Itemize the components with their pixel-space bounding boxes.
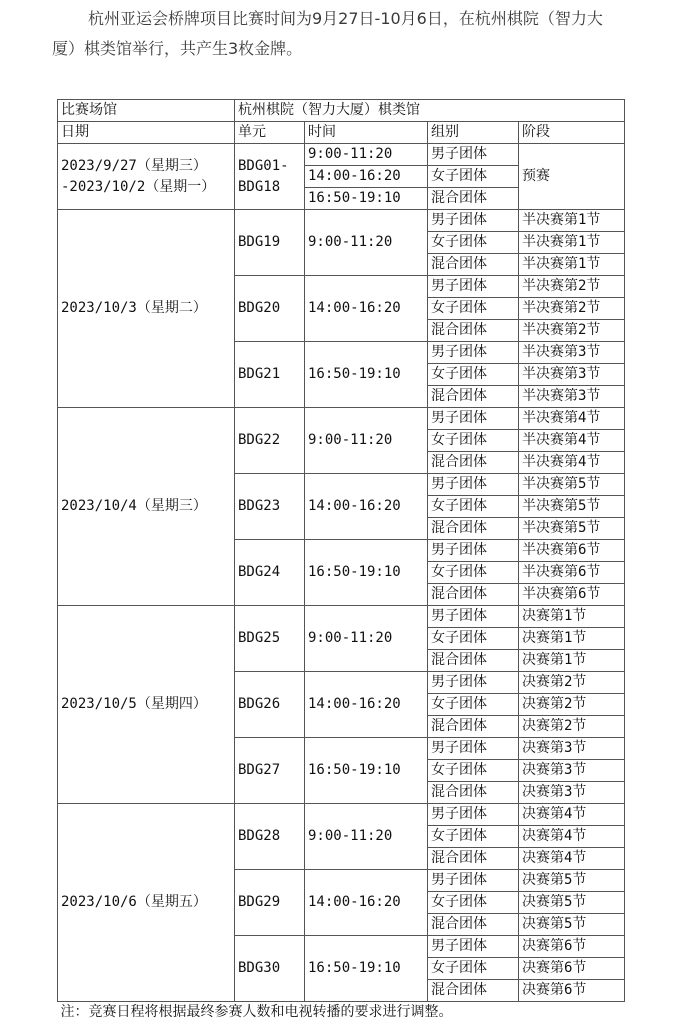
prelim-stage: 预赛: [519, 144, 625, 210]
stage-cell: 决赛第2节: [519, 672, 625, 694]
prelim-group: 混合团体: [428, 188, 519, 210]
header-stage: 阶段: [519, 122, 625, 144]
header-row: [58, 122, 625, 144]
unit-cell: BDG23: [235, 474, 305, 540]
intro-line-1: 杭州亚运会桥牌项目比赛时间为9月27日-10月6日，在杭州棋院（智力大: [88, 9, 603, 28]
prelim-date-line-1: 2023/9/27（星期三）: [61, 157, 207, 174]
group-cell: 女子团体: [428, 562, 519, 584]
unit-cell: BDG29: [235, 870, 305, 936]
stage-cell: 决赛第1节: [519, 628, 625, 650]
header-unit: 单元: [235, 122, 305, 144]
group-cell: 混合团体: [428, 452, 519, 474]
stage-cell: 半决赛第5节: [519, 474, 625, 496]
schedule-table: [57, 99, 625, 1023]
note-row: [58, 1002, 625, 1024]
time-cell: 14:00-16:20: [305, 474, 428, 540]
group-cell: 混合团体: [428, 848, 519, 870]
stage-cell: 半决赛第6节: [519, 584, 625, 606]
stage-cell: 决赛第3节: [519, 782, 625, 804]
group-cell: 女子团体: [428, 430, 519, 452]
time-cell: 14:00-16:20: [305, 870, 428, 936]
group-cell: 女子团体: [428, 232, 519, 254]
prelim-time: 9:00-11:20: [305, 144, 428, 166]
unit-cell: BDG30: [235, 936, 305, 1002]
time-cell: 9:00-11:20: [305, 210, 428, 276]
stage-cell: 决赛第4节: [519, 826, 625, 848]
unit-cell: BDG24: [235, 540, 305, 606]
date-cell: 2023/10/6（星期五）: [58, 804, 235, 1002]
time-cell: 16:50-19:10: [305, 936, 428, 1002]
unit-cell: BDG22: [235, 408, 305, 474]
venue-value: 杭州棋院（智力大厦）棋类馆: [235, 100, 625, 122]
group-cell: 混合团体: [428, 386, 519, 408]
prelim-date-cell: [58, 144, 235, 210]
group-cell: 混合团体: [428, 650, 519, 672]
unit-cell: BDG21: [235, 342, 305, 408]
prelim-time: 16:50-19:10: [305, 188, 428, 210]
group-cell: 男子团体: [428, 738, 519, 760]
unit-cell: BDG28: [235, 804, 305, 870]
prelim-unit-line-1: BDG01-: [238, 157, 289, 174]
stage-cell: 半决赛第1节: [519, 232, 625, 254]
group-cell: 男子团体: [428, 408, 519, 430]
venue-row: [58, 100, 625, 122]
stage-cell: 决赛第6节: [519, 936, 625, 958]
group-cell: 男子团体: [428, 540, 519, 562]
group-cell: 女子团体: [428, 892, 519, 914]
group-cell: 男子团体: [428, 936, 519, 958]
intro-line-2: 厦）棋类馆举行，共产生3枚金牌。: [52, 39, 303, 58]
time-cell: 16:50-19:10: [305, 540, 428, 606]
group-cell: 男子团体: [428, 672, 519, 694]
group-cell: 混合团体: [428, 320, 519, 342]
group-cell: 女子团体: [428, 364, 519, 386]
stage-cell: 半决赛第2节: [519, 298, 625, 320]
group-cell: 女子团体: [428, 298, 519, 320]
time-cell: 9:00-11:20: [305, 606, 428, 672]
schedule-note: 注：竞赛日程将根据最终参赛人数和电视转播的要求进行调整。: [58, 1002, 625, 1024]
stage-cell: 半决赛第1节: [519, 254, 625, 276]
stage-cell: 半决赛第5节: [519, 496, 625, 518]
group-cell: 女子团体: [428, 496, 519, 518]
group-cell: 男子团体: [428, 804, 519, 826]
date-cell: 2023/10/3（星期二）: [58, 210, 235, 408]
unit-cell: BDG20: [235, 276, 305, 342]
table-row: [58, 606, 625, 628]
unit-cell: BDG27: [235, 738, 305, 804]
venue-label: 比赛场馆: [58, 100, 235, 122]
group-cell: 男子团体: [428, 342, 519, 364]
stage-cell: 决赛第2节: [519, 694, 625, 716]
stage-cell: 决赛第3节: [519, 760, 625, 782]
group-cell: 混合团体: [428, 980, 519, 1002]
group-cell: 混合团体: [428, 914, 519, 936]
stage-cell: 半决赛第2节: [519, 276, 625, 298]
prelim-unit-cell: [235, 144, 305, 210]
group-cell: 女子团体: [428, 760, 519, 782]
stage-cell: 决赛第2节: [519, 716, 625, 738]
header-date: 日期: [58, 122, 235, 144]
stage-cell: 决赛第6节: [519, 980, 625, 1002]
group-cell: 混合团体: [428, 254, 519, 276]
stage-cell: 决赛第1节: [519, 606, 625, 628]
unit-cell: BDG26: [235, 672, 305, 738]
stage-cell: 半决赛第4节: [519, 452, 625, 474]
stage-cell: 半决赛第3节: [519, 342, 625, 364]
date-cell: 2023/10/4（星期三）: [58, 408, 235, 606]
prelim-group: 女子团体: [428, 166, 519, 188]
date-cell: 2023/10/5（星期四）: [58, 606, 235, 804]
group-cell: 混合团体: [428, 716, 519, 738]
stage-cell: 决赛第4节: [519, 804, 625, 826]
stage-cell: 决赛第3节: [519, 738, 625, 760]
stage-cell: 决赛第1节: [519, 650, 625, 672]
group-cell: 男子团体: [428, 474, 519, 496]
group-cell: 女子团体: [428, 628, 519, 650]
time-cell: 14:00-16:20: [305, 672, 428, 738]
stage-cell: 半决赛第6节: [519, 562, 625, 584]
stage-cell: 决赛第5节: [519, 870, 625, 892]
stage-cell: 决赛第6节: [519, 958, 625, 980]
stage-cell: 半决赛第3节: [519, 386, 625, 408]
group-cell: 男子团体: [428, 870, 519, 892]
time-cell: 16:50-19:10: [305, 738, 428, 804]
stage-cell: 半决赛第4节: [519, 408, 625, 430]
group-cell: 女子团体: [428, 958, 519, 980]
stage-cell: 半决赛第2节: [519, 320, 625, 342]
group-cell: 男子团体: [428, 606, 519, 628]
time-cell: 14:00-16:20: [305, 276, 428, 342]
group-cell: 男子团体: [428, 210, 519, 232]
time-cell: 16:50-19:10: [305, 342, 428, 408]
prelim-date-line-2: -2023/10/2（星期一）: [61, 178, 216, 195]
table-row: [58, 408, 625, 430]
stage-cell: 半决赛第3节: [519, 364, 625, 386]
table-row: [58, 210, 625, 232]
table-row: [58, 144, 625, 166]
stage-cell: 半决赛第1节: [519, 210, 625, 232]
prelim-group: 男子团体: [428, 144, 519, 166]
time-cell: 9:00-11:20: [305, 804, 428, 870]
time-cell: 9:00-11:20: [305, 408, 428, 474]
prelim-time: 14:00-16:20: [305, 166, 428, 188]
intro-paragraph: [52, 4, 681, 64]
group-cell: 女子团体: [428, 694, 519, 716]
stage-cell: 半决赛第5节: [519, 518, 625, 540]
stage-cell: 决赛第5节: [519, 914, 625, 936]
stage-cell: 决赛第4节: [519, 848, 625, 870]
stage-cell: 决赛第5节: [519, 892, 625, 914]
prelim-unit-line-2: BDG18: [238, 178, 281, 195]
group-cell: 混合团体: [428, 782, 519, 804]
stage-cell: 半决赛第6节: [519, 540, 625, 562]
group-cell: 男子团体: [428, 276, 519, 298]
stage-cell: 半决赛第4节: [519, 430, 625, 452]
header-time: 时间: [305, 122, 428, 144]
unit-cell: BDG19: [235, 210, 305, 276]
header-group: 组别: [428, 122, 519, 144]
group-cell: 混合团体: [428, 584, 519, 606]
table-row: [58, 804, 625, 826]
unit-cell: BDG25: [235, 606, 305, 672]
group-cell: 混合团体: [428, 518, 519, 540]
group-cell: 女子团体: [428, 826, 519, 848]
